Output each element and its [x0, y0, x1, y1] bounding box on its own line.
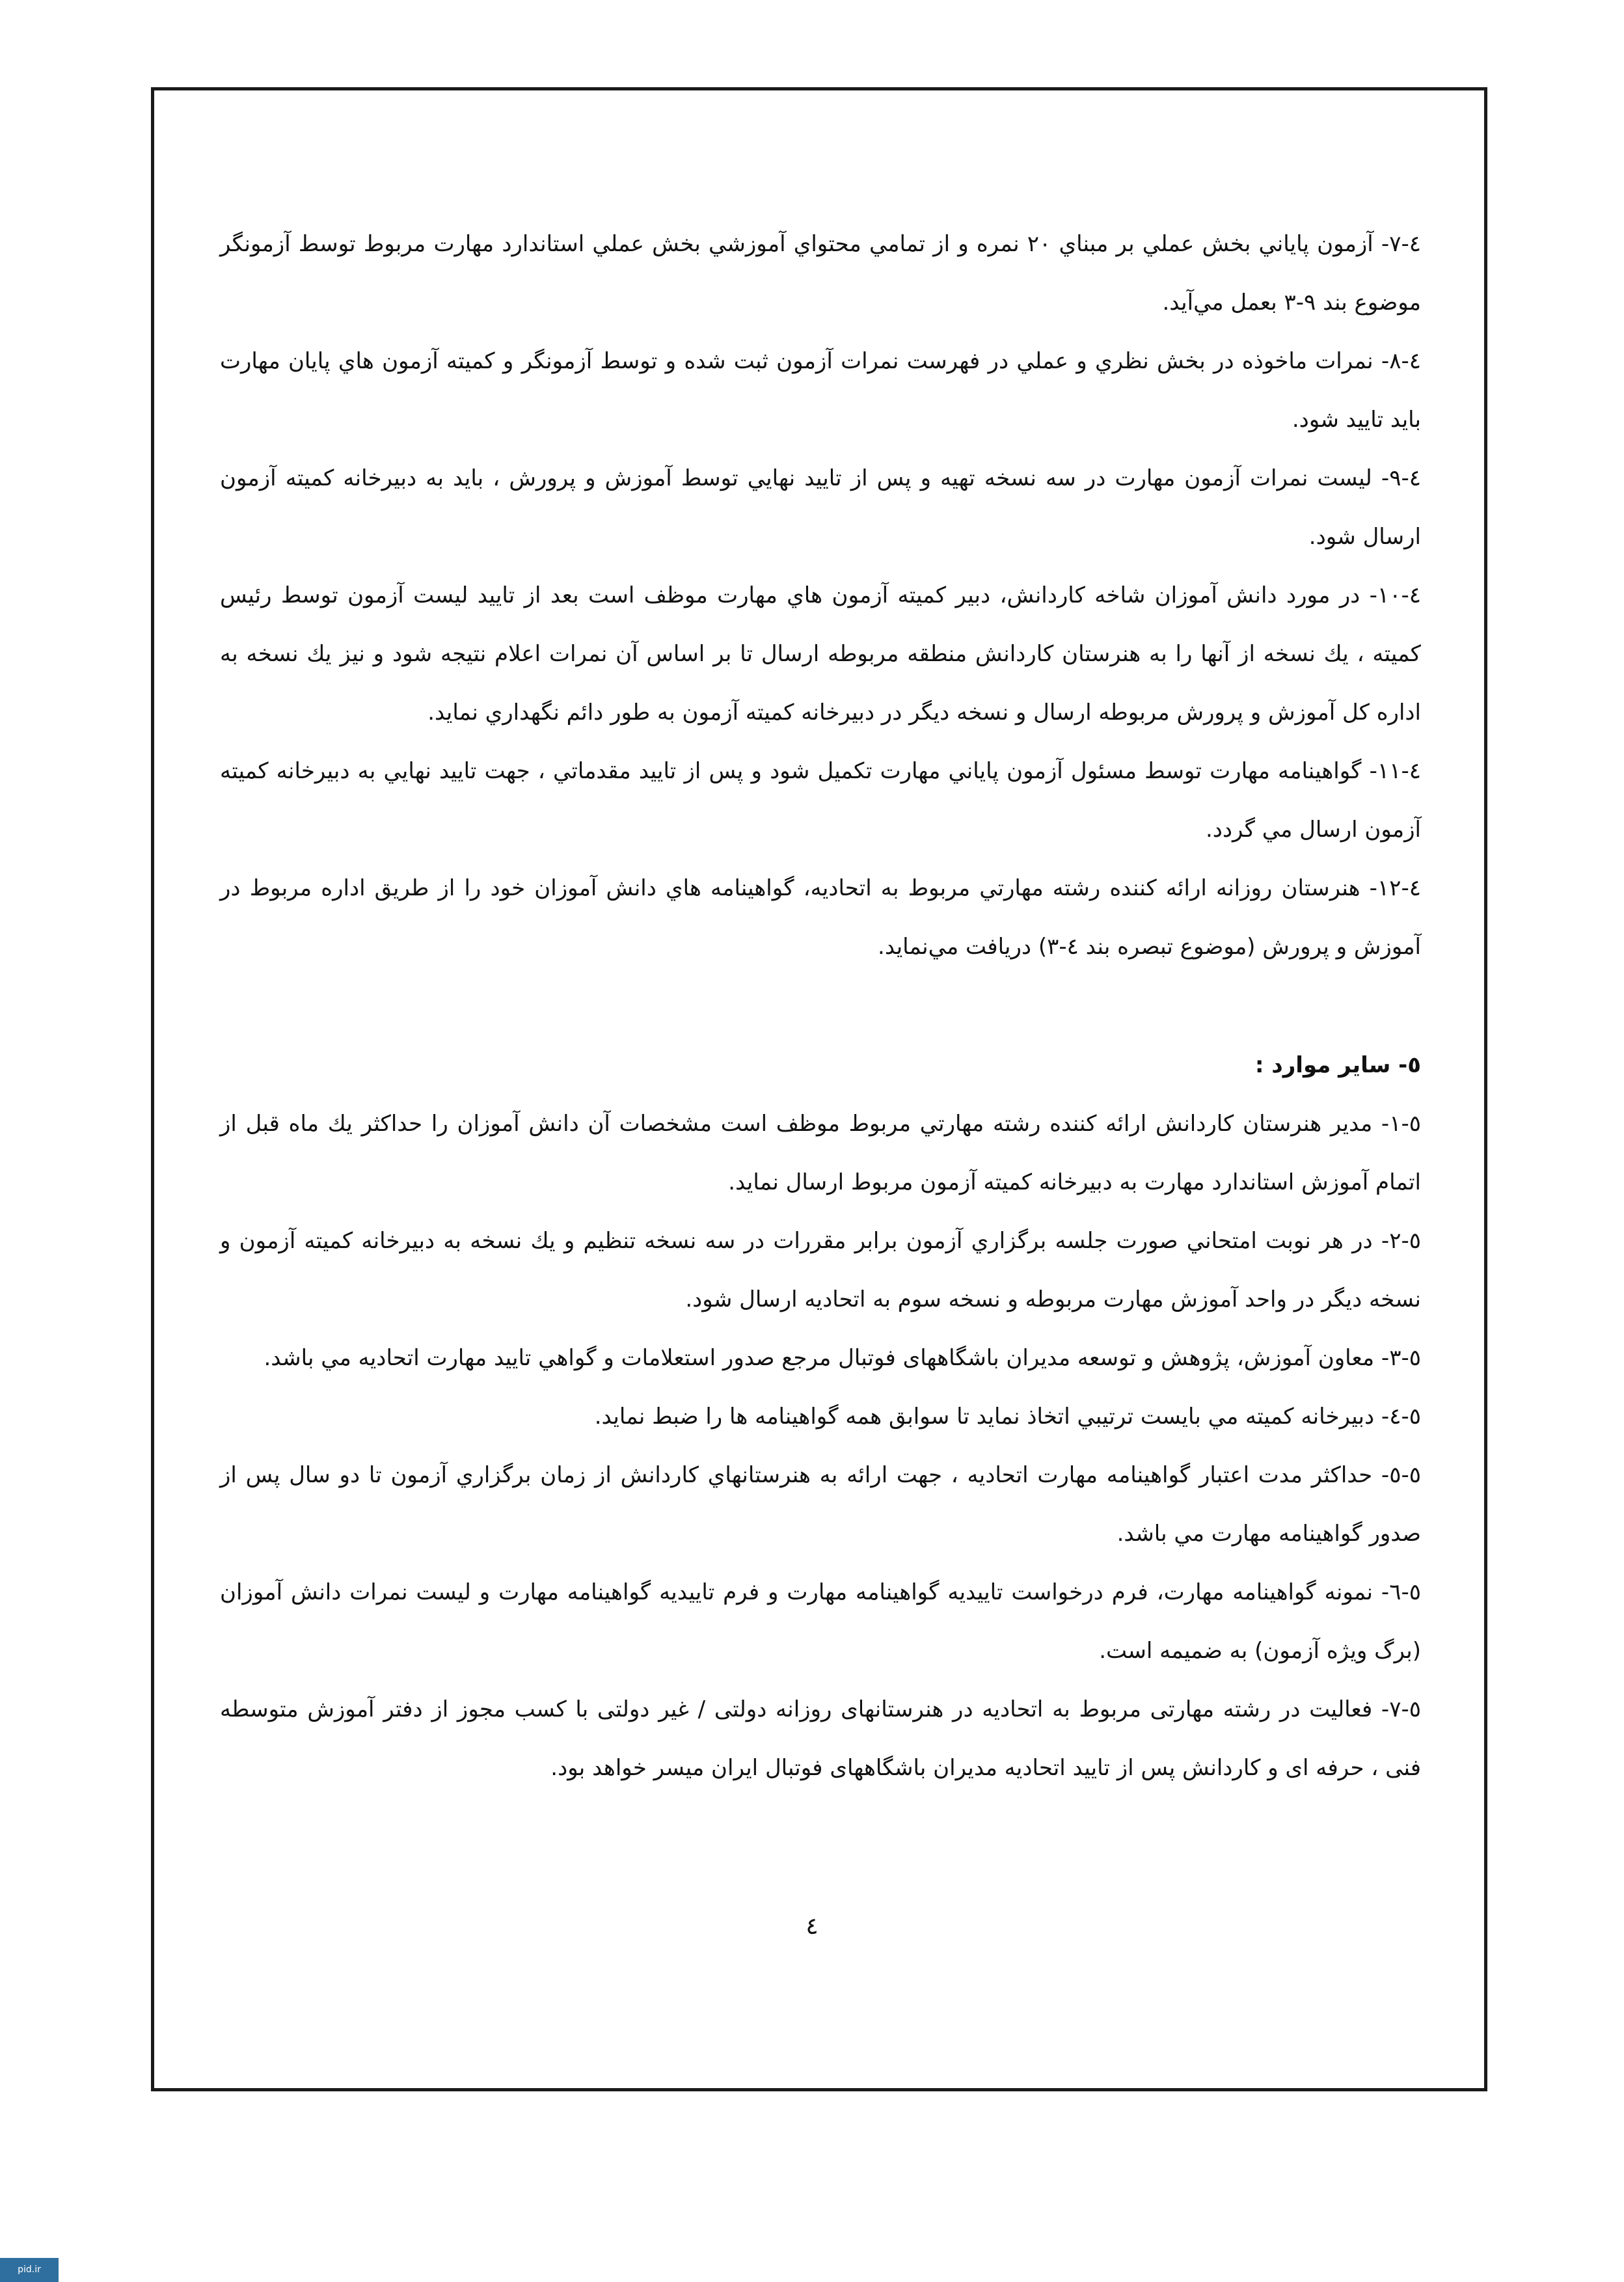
page-number: ٤	[805, 1913, 819, 1940]
paragraph-5-4: ٥-٤- دبيرخانه كميته مي بايست ترتيبي اتخاذ نمايد تا سوابق همه گواهينامه ها را ضبط نمايد.	[594, 1404, 1421, 1430]
paragraph-4-7: ٤-٧- آزمون پاياني بخش عملي بر مبناي ٢٠ نمره و از تمامي محتواي آموزشي بخش عملي استاندارد مهارت مربوط توسط آزمونگر موضوع بند ٩-٣ بعمل مي‌آيد.	[220, 231, 1421, 316]
section-heading: ٥- ساير موارد :	[1254, 1052, 1421, 1078]
paragraph-5-7: ٥-٧- فعاليت در رشته مهارتی مربوط به اتحاديه در هنرستانهای روزانه دولتی / غير دولتی با كسب مجوز از دفتر آموزش متوسطه فنی ، حرفه ای و كاردانش پس از تاييد اتحاديه مديران باشگاههای فوتبال ايران ميسر خواهد بود.	[220, 1696, 1421, 1781]
paragraph-5-2: ٥-٢- در هر نوبت امتحاني صورت جلسه برگزاري آزمون برابر مقررات در سه نسخه تنظيم و يك نسخه به دبيرخانه كميته آزمون و نسخه ديگر در واحد آموزش مهارت مربوطه و نسخه سوم به اتحاديه ارسال شود.	[220, 1228, 1421, 1312]
paragraph-5-1: ٥-١- مدير هنرستان كاردانش ارائه كننده رشته مهارتي مربوط موظف است مشخصات آن دانش آموزان را حداكثر يك ماه قبل از اتمام آموزش استاندارد مهارت به دبيرخانه كميته آزمون مربوط ارسال نمايد.	[220, 1111, 1421, 1195]
document-body	[220, 215, 1421, 1797]
paragraph-5-3: ٥-٣- معاون آموزش، پژوهش و توسعه مديران باشگاههای فوتبال مرجع صدور استعلامات و گواهي تاييد مهارت اتحاديه مي باشد.	[264, 1345, 1421, 1371]
paragraph-4-12: ٤-١٢- هنرستان روزانه ارائه كننده رشته مهارتي مربوط به اتحاديه، گواهينامه هاي دانش آموزان خود را از طريق اداره مربوط در آموزش و پرورش (موضوع تبصره بند ٤-٣) دريافت مي‌نمايد.	[220, 875, 1421, 960]
paragraph-4-10: ٤-١٠- در مورد دانش آموزان شاخه كاردانش، دبير كميته آزمون هاي مهارت موظف است بعد از تاييد ليست آزمون توسط رئيس كميته ، يك نسخه از آنها را به هنرستان كاردانش منطقه مربوطه ارسال تا بر اساس آن نمرات اعلام نتيجه شود و نيز يك نسخه به اداره كل آموزش و پرورش مربوطه ارسال و نسخه ديگر در دبيرخانه كميته آزمون به طور دائم نگهداري نمايد.	[220, 582, 1421, 726]
section-spacer	[220, 976, 1421, 1036]
paragraph-4-8: ٤-٨- نمرات ماخوذه در بخش نظري و عملي در فهرست نمرات آزمون ثبت شده و توسط آزمونگر و كميته آزمون هاي پايان مهارت بايد تاييد شود.	[220, 348, 1421, 433]
paragraph-4-9: ٤-٩- ليست نمرات آزمون مهارت در سه نسخه تهيه و پس از تاييد نهايي توسط آموزش و پرورش ، بايد به دبيرخانه كميته آزمون ارسال شود.	[220, 465, 1421, 550]
watermark-stamp: pid.ir	[0, 2258, 59, 2282]
paragraph-4-11: ٤-١١- گواهينامه مهارت توسط مسئول آزمون پاياني مهارت تكميل شود و پس از تاييد مقدماتي ، جهت تاييد نهايي به دبيرخانه كميته آزمون ارسال مي گردد.	[220, 758, 1421, 843]
paragraph-5-5: ٥-٥- حداكثر مدت اعتبار گواهينامه مهارت اتحاديه ، جهت ارائه به هنرستانهاي كاردانش از زمان برگزاري آزمون تا دو سال پس از صدور گواهينامه مهارت مي باشد.	[220, 1462, 1421, 1547]
paragraph-5-6: ٥-٦- نمونه گواهينامه مهارت، فرم درخواست تاييديه گواهينامه مهارت و فرم تاييديه گواهينامه مهارت و ليست نمرات دانش آموزان (برگ ويژه آزمون) به ضميمه است.	[220, 1579, 1421, 1664]
